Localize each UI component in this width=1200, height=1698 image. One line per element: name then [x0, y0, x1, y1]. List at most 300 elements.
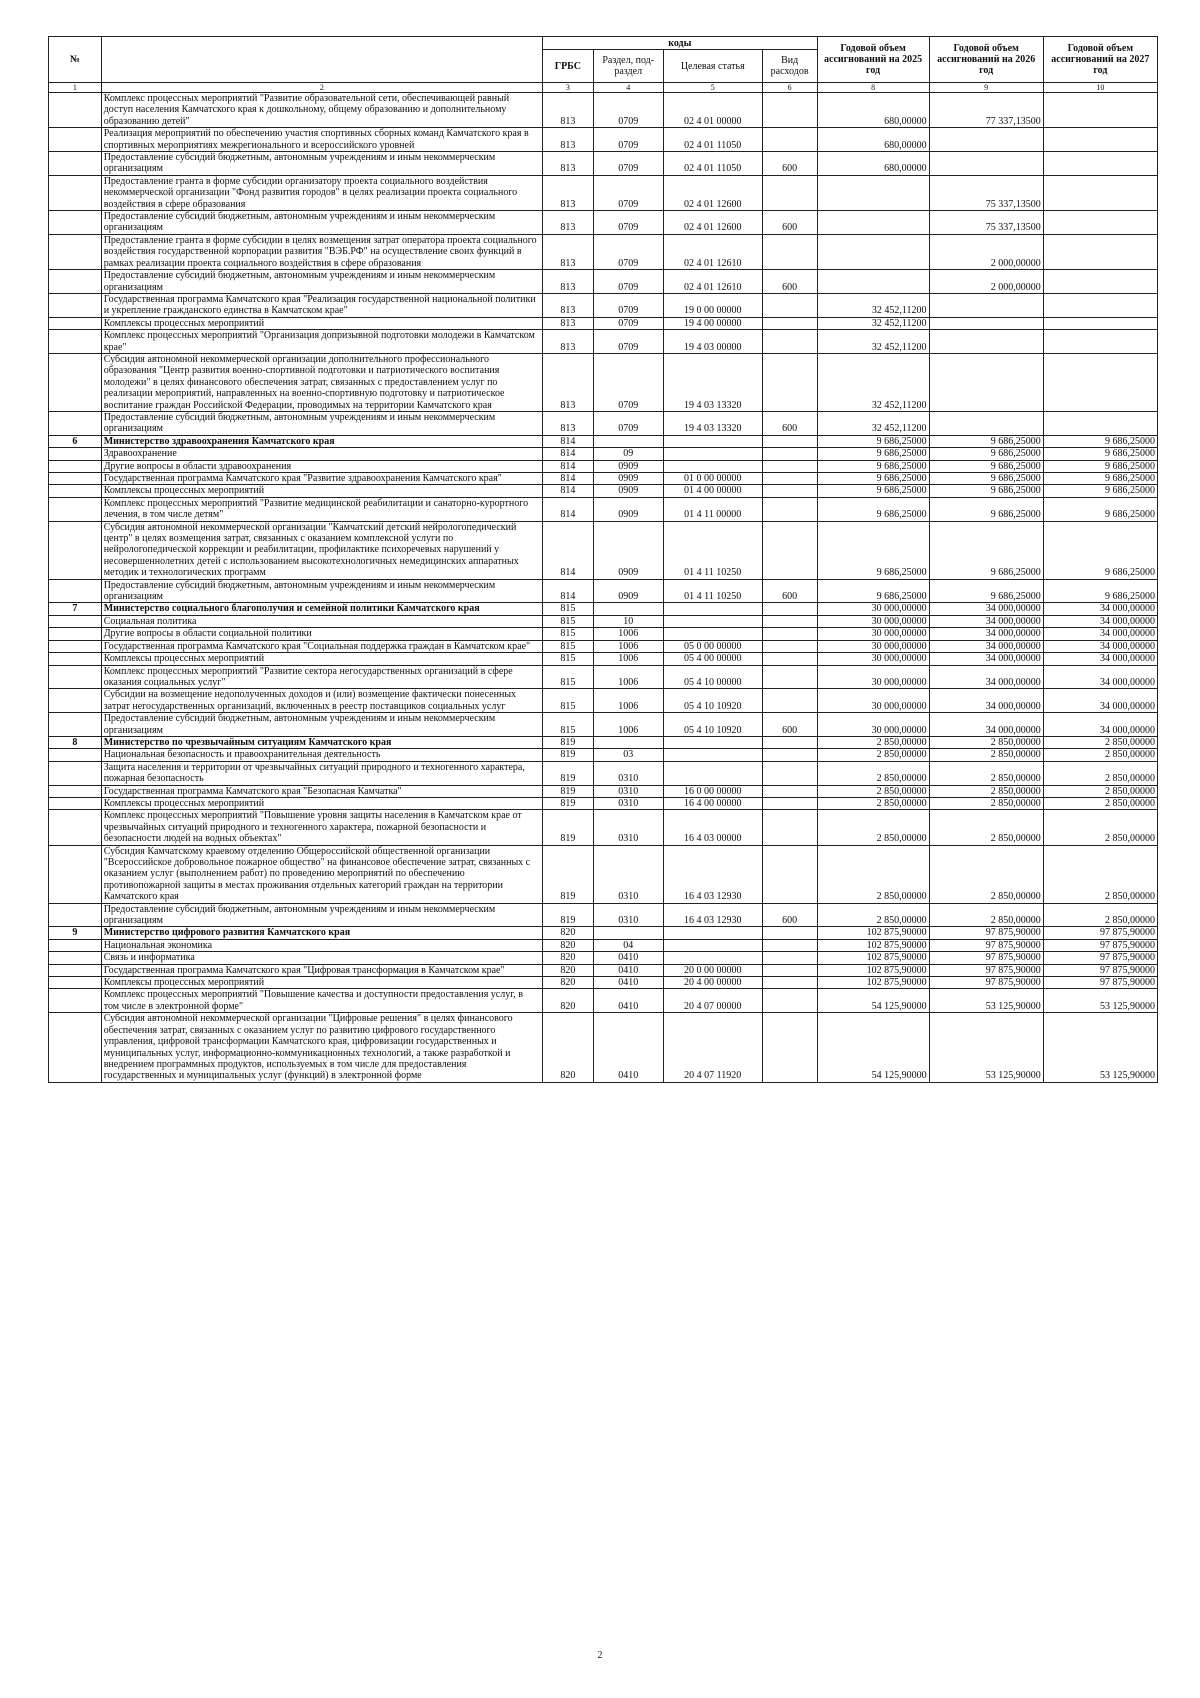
cell-grbs: 813: [543, 353, 594, 411]
row-number: [49, 152, 102, 176]
cell-target: [663, 460, 762, 472]
header-row-top: [49, 37, 1158, 50]
cell-vid: 600: [762, 579, 817, 603]
cell-amount-2027: 34 000,00000: [1043, 713, 1157, 737]
cell-razdel: 0709: [593, 317, 663, 329]
header-y2027: Годовой объем ассигнований на 2027 год: [1043, 37, 1157, 83]
cell-target: 05 0 00 00000: [663, 640, 762, 652]
cell-amount-2026: 9 686,25000: [929, 521, 1043, 579]
cell-amount-2025: 9 686,25000: [817, 460, 929, 472]
cell-razdel: 0709: [593, 211, 663, 235]
row-number: [49, 330, 102, 354]
cell-amount-2027: 9 686,25000: [1043, 497, 1157, 521]
row-number: [49, 749, 102, 761]
row-name: Предоставление субсидий бюджетным, автономным учреждениям и иным некоммерческим организациям: [101, 579, 542, 603]
table-row: [49, 989, 1158, 1013]
cell-target: 05 4 10 10920: [663, 713, 762, 737]
cell-amount-2026: 97 875,90000: [929, 927, 1043, 939]
cell-razdel: [593, 435, 663, 447]
cell-target: 02 4 01 11050: [663, 152, 762, 176]
table-row: [49, 952, 1158, 964]
cell-target: 02 4 01 12600: [663, 211, 762, 235]
cell-vid: [762, 473, 817, 485]
cell-target: 02 4 01 11050: [663, 128, 762, 152]
table-row: [49, 473, 1158, 485]
cell-amount-2026: 53 125,90000: [929, 1013, 1043, 1082]
cell-razdel: 0709: [593, 270, 663, 294]
cell-target: [663, 435, 762, 447]
cell-amount-2027: 9 686,25000: [1043, 521, 1157, 579]
cell-amount-2027: [1043, 128, 1157, 152]
row-number: [49, 952, 102, 964]
table-row: [49, 411, 1158, 435]
cell-amount-2027: 53 125,90000: [1043, 989, 1157, 1013]
budget-table-sheet: [48, 36, 1158, 1083]
cell-grbs: 815: [543, 665, 594, 689]
cell-target: 16 4 00 00000: [663, 797, 762, 809]
cell-razdel: 0310: [593, 810, 663, 845]
cell-amount-2027: [1043, 211, 1157, 235]
cell-razdel: 0709: [593, 293, 663, 317]
header-num: №: [49, 37, 102, 83]
cell-razdel: 0410: [593, 964, 663, 976]
cell-vid: [762, 234, 817, 269]
cell-amount-2027: 2 850,00000: [1043, 736, 1157, 748]
cell-amount-2027: 2 850,00000: [1043, 785, 1157, 797]
cell-amount-2026: 9 686,25000: [929, 435, 1043, 447]
cell-amount-2025: 9 686,25000: [817, 497, 929, 521]
row-name: Министерство здравоохранения Камчатского края: [101, 435, 542, 447]
cell-amount-2026: 34 000,00000: [929, 653, 1043, 665]
cell-razdel: 0909: [593, 579, 663, 603]
cell-vid: [762, 93, 817, 128]
cell-razdel: 0310: [593, 785, 663, 797]
cell-grbs: 813: [543, 270, 594, 294]
cell-amount-2027: 97 875,90000: [1043, 927, 1157, 939]
table-row: [49, 497, 1158, 521]
cell-amount-2026: 97 875,90000: [929, 977, 1043, 989]
cell-target: 19 4 03 13320: [663, 411, 762, 435]
cell-amount-2027: 34 000,00000: [1043, 689, 1157, 713]
cell-amount-2025: [817, 234, 929, 269]
row-number: [49, 989, 102, 1013]
cell-razdel: 0709: [593, 128, 663, 152]
row-number: [49, 473, 102, 485]
cell-amount-2027: 34 000,00000: [1043, 653, 1157, 665]
cell-amount-2026: 34 000,00000: [929, 640, 1043, 652]
cell-amount-2027: [1043, 93, 1157, 128]
row-name: Комплекс процессных мероприятий "Повышение уровня защиты населения в Камчатском крае от чрезвычайных ситуаций природного и техногенного характера, пожарной безопасности и безопасности людей на водных объектах": [101, 810, 542, 845]
header-razdel: Раздел, под-раздел: [593, 50, 663, 83]
cell-vid: [762, 615, 817, 627]
table-row: [49, 293, 1158, 317]
cell-grbs: 815: [543, 713, 594, 737]
cell-amount-2027: 9 686,25000: [1043, 448, 1157, 460]
row-number: [49, 797, 102, 809]
cell-vid: [762, 317, 817, 329]
cell-amount-2025: [817, 175, 929, 210]
row-number: [49, 689, 102, 713]
row-number: [49, 497, 102, 521]
cell-amount-2026: 34 000,00000: [929, 603, 1043, 615]
cell-amount-2026: 2 850,00000: [929, 736, 1043, 748]
row-name: Комплексы процессных мероприятий: [101, 485, 542, 497]
cell-grbs: 813: [543, 293, 594, 317]
cell-amount-2025: 680,00000: [817, 93, 929, 128]
table-row: [49, 628, 1158, 640]
row-number: [49, 293, 102, 317]
cell-target: [663, 736, 762, 748]
row-name: Государственная программа Камчатского края "Реализация государственной национальной политики и укрепление гражданского единства в Камчатском крае": [101, 293, 542, 317]
header-colnums: [49, 83, 1158, 93]
cell-amount-2027: 97 875,90000: [1043, 977, 1157, 989]
row-name: Предоставление субсидий бюджетным, автономным учреждениям и иным некоммерческим организациям: [101, 903, 542, 927]
cell-razdel: 1006: [593, 665, 663, 689]
cell-amount-2025: 2 850,00000: [817, 845, 929, 903]
cell-target: [663, 952, 762, 964]
table-row: [49, 152, 1158, 176]
cell-amount-2027: [1043, 353, 1157, 411]
header-target: Целевая статья: [663, 50, 762, 83]
cell-vid: [762, 330, 817, 354]
row-name: Предоставление субсидий бюджетным, автономным учреждениям и иным некоммерческим организациям: [101, 270, 542, 294]
cell-target: 16 4 03 12930: [663, 903, 762, 927]
cell-grbs: 813: [543, 317, 594, 329]
colnum: 8: [817, 83, 929, 93]
cell-vid: [762, 353, 817, 411]
cell-target: 19 4 00 00000: [663, 317, 762, 329]
colnum: 10: [1043, 83, 1157, 93]
colnum: 4: [593, 83, 663, 93]
cell-amount-2025: 102 875,90000: [817, 977, 929, 989]
table-row: [49, 175, 1158, 210]
cell-vid: [762, 485, 817, 497]
cell-razdel: 0410: [593, 1013, 663, 1082]
table-row: [49, 448, 1158, 460]
row-name: Министерство по чрезвычайным ситуациям Камчатского края: [101, 736, 542, 748]
cell-target: 01 4 11 10250: [663, 579, 762, 603]
cell-target: 16 4 03 00000: [663, 810, 762, 845]
cell-amount-2027: 9 686,25000: [1043, 485, 1157, 497]
row-name: Государственная программа Камчатского края "Цифровая трансформация в Камчатском крае": [101, 964, 542, 976]
cell-amount-2025: 30 000,00000: [817, 653, 929, 665]
cell-razdel: 0310: [593, 845, 663, 903]
cell-vid: [762, 845, 817, 903]
cell-target: 05 4 10 00000: [663, 665, 762, 689]
row-number: 9: [49, 927, 102, 939]
cell-razdel: 03: [593, 749, 663, 761]
cell-amount-2027: 97 875,90000: [1043, 964, 1157, 976]
page-number: 2: [597, 1650, 603, 1661]
row-name: Государственная программа Камчатского края "Социальная поддержка граждан в Камчатском крае": [101, 640, 542, 652]
cell-target: 20 4 00 00000: [663, 977, 762, 989]
cell-amount-2025: 30 000,00000: [817, 615, 929, 627]
cell-razdel: 1006: [593, 628, 663, 640]
cell-vid: 600: [762, 152, 817, 176]
cell-grbs: 819: [543, 810, 594, 845]
cell-grbs: 814: [543, 579, 594, 603]
row-number: [49, 761, 102, 785]
cell-target: 20 4 07 11920: [663, 1013, 762, 1082]
cell-grbs: 813: [543, 175, 594, 210]
cell-razdel: 10: [593, 615, 663, 627]
cell-razdel: 0709: [593, 234, 663, 269]
cell-razdel: 0709: [593, 93, 663, 128]
colnum: 6: [762, 83, 817, 93]
cell-vid: [762, 749, 817, 761]
row-name: Государственная программа Камчатского края "Развитие здравоохранения Камчатского края": [101, 473, 542, 485]
table-row: [49, 797, 1158, 809]
cell-amount-2025: 30 000,00000: [817, 713, 929, 737]
cell-grbs: 814: [543, 473, 594, 485]
row-name: Комплекс процессных мероприятий "Развитие образовательной сети, обеспечивающей равный доступ населения Камчатского края к дошкольному, общему образованию и дополнительному образованию детей": [101, 93, 542, 128]
cell-vid: [762, 736, 817, 748]
cell-vid: [762, 689, 817, 713]
cell-amount-2026: [929, 411, 1043, 435]
table-row: [49, 521, 1158, 579]
cell-vid: [762, 810, 817, 845]
cell-grbs: 813: [543, 330, 594, 354]
row-name: Другие вопросы в области социальной политики: [101, 628, 542, 640]
cell-vid: [762, 927, 817, 939]
row-number: [49, 270, 102, 294]
cell-vid: [762, 653, 817, 665]
cell-amount-2027: [1043, 293, 1157, 317]
row-name: Здравоохранение: [101, 448, 542, 460]
cell-amount-2025: 9 686,25000: [817, 473, 929, 485]
cell-vid: [762, 797, 817, 809]
cell-target: 02 4 01 12600: [663, 175, 762, 210]
cell-amount-2025: 30 000,00000: [817, 689, 929, 713]
cell-amount-2025: 30 000,00000: [817, 665, 929, 689]
cell-vid: [762, 175, 817, 210]
row-name: Субсидия автономной некоммерческой организации дополнительного профессионального образования "Центр развития военно-спортивной подготовки и патриотического воспитания молодежи" в целях финансового обеспечения затрат, связанных с предоставлением услуг по реализации мероприятий, направленных на военно-спортивную подготовку и патриотическое воспитание граждан Российской Федерации, проводимых на территории Камчатского края: [101, 353, 542, 411]
cell-amount-2025: 102 875,90000: [817, 964, 929, 976]
cell-amount-2026: 34 000,00000: [929, 713, 1043, 737]
cell-vid: [762, 435, 817, 447]
cell-amount-2026: 34 000,00000: [929, 628, 1043, 640]
row-number: [49, 93, 102, 128]
table-row: [49, 234, 1158, 269]
cell-amount-2026: 2 850,00000: [929, 845, 1043, 903]
cell-amount-2027: 34 000,00000: [1043, 665, 1157, 689]
row-name: Комплекс процессных мероприятий "Организация допризывной подготовки молодежи в Камчатском крае": [101, 330, 542, 354]
cell-target: 01 4 00 00000: [663, 485, 762, 497]
cell-target: [663, 448, 762, 460]
cell-amount-2027: 34 000,00000: [1043, 615, 1157, 627]
row-number: [49, 615, 102, 627]
cell-amount-2027: 2 850,00000: [1043, 810, 1157, 845]
table-row: [49, 653, 1158, 665]
cell-razdel: 1006: [593, 653, 663, 665]
row-number: [49, 211, 102, 235]
row-number: [49, 460, 102, 472]
row-number: [49, 640, 102, 652]
cell-razdel: 0709: [593, 411, 663, 435]
row-name: Министерство цифрового развития Камчатского края: [101, 927, 542, 939]
cell-vid: [762, 497, 817, 521]
cell-target: 16 4 03 12930: [663, 845, 762, 903]
cell-target: 16 0 00 00000: [663, 785, 762, 797]
cell-amount-2025: 9 686,25000: [817, 435, 929, 447]
cell-amount-2027: [1043, 317, 1157, 329]
table-row: [49, 785, 1158, 797]
cell-amount-2027: 97 875,90000: [1043, 952, 1157, 964]
cell-amount-2027: 9 686,25000: [1043, 460, 1157, 472]
table-row: [49, 353, 1158, 411]
cell-amount-2026: 75 337,13500: [929, 175, 1043, 210]
table-row: [49, 330, 1158, 354]
row-number: [49, 317, 102, 329]
cell-razdel: 0410: [593, 989, 663, 1013]
header-y2026: Годовой объем ассигнований на 2026 год: [929, 37, 1043, 83]
cell-vid: [762, 952, 817, 964]
cell-amount-2026: 75 337,13500: [929, 211, 1043, 235]
table-row: [49, 749, 1158, 761]
cell-amount-2027: 34 000,00000: [1043, 603, 1157, 615]
cell-amount-2025: 102 875,90000: [817, 927, 929, 939]
cell-amount-2025: 2 850,00000: [817, 785, 929, 797]
cell-amount-2025: 30 000,00000: [817, 603, 929, 615]
table-row: [49, 713, 1158, 737]
cell-target: 05 4 10 10920: [663, 689, 762, 713]
cell-grbs: 820: [543, 964, 594, 976]
cell-razdel: 0310: [593, 761, 663, 785]
row-number: [49, 485, 102, 497]
cell-amount-2027: [1043, 330, 1157, 354]
cell-vid: [762, 460, 817, 472]
table-row: [49, 603, 1158, 615]
row-number: [49, 353, 102, 411]
row-number: [49, 713, 102, 737]
cell-target: [663, 939, 762, 951]
row-name: Комплексы процессных мероприятий: [101, 977, 542, 989]
cell-razdel: 1006: [593, 640, 663, 652]
cell-vid: [762, 640, 817, 652]
cell-grbs: 815: [543, 628, 594, 640]
row-name: Министерство социального благополучия и семейной политики Камчатского края: [101, 603, 542, 615]
cell-vid: [762, 128, 817, 152]
row-number: [49, 579, 102, 603]
row-name: Предоставление субсидий бюджетным, автономным учреждениям и иным некоммерческим организациям: [101, 713, 542, 737]
cell-amount-2025: [817, 270, 929, 294]
cell-amount-2026: 53 125,90000: [929, 989, 1043, 1013]
cell-target: [663, 761, 762, 785]
colnum: 2: [101, 83, 542, 93]
row-name: Национальная экономика: [101, 939, 542, 951]
cell-razdel: 0909: [593, 460, 663, 472]
cell-grbs: 813: [543, 93, 594, 128]
table-row: [49, 460, 1158, 472]
cell-amount-2027: 2 850,00000: [1043, 845, 1157, 903]
cell-amount-2025: [817, 211, 929, 235]
cell-grbs: 820: [543, 952, 594, 964]
row-number: [49, 977, 102, 989]
cell-amount-2026: 2 850,00000: [929, 797, 1043, 809]
cell-vid: [762, 628, 817, 640]
row-number: [49, 665, 102, 689]
cell-amount-2026: 9 686,25000: [929, 579, 1043, 603]
cell-amount-2025: 9 686,25000: [817, 521, 929, 579]
cell-vid: 600: [762, 903, 817, 927]
cell-grbs: 813: [543, 234, 594, 269]
cell-amount-2026: 2 850,00000: [929, 761, 1043, 785]
cell-vid: [762, 785, 817, 797]
cell-amount-2027: 2 850,00000: [1043, 749, 1157, 761]
table-row: [49, 964, 1158, 976]
table-row: [49, 665, 1158, 689]
row-name: Субсидия автономной некоммерческой организации "Цифровые решения" в целях финансового обеспечения затрат, связанных с оказанием услуг по развитию цифрового государственного управления, цифровой трансформации Камчатского края, цифровизации государственных и муниципальных услуг, информационно-коммуникационных технологий, а также разработкой и внедрением программных продуктов, используемых в том числе для предоставления государственных и муниципальных услуг (функций) в электронной форме: [101, 1013, 542, 1082]
cell-target: [663, 603, 762, 615]
cell-target: 02 4 01 00000: [663, 93, 762, 128]
cell-razdel: 1006: [593, 689, 663, 713]
cell-grbs: 814: [543, 521, 594, 579]
cell-target: 01 0 00 00000: [663, 473, 762, 485]
table-row: [49, 810, 1158, 845]
cell-amount-2025: 680,00000: [817, 128, 929, 152]
cell-grbs: 820: [543, 989, 594, 1013]
cell-target: 19 0 00 00000: [663, 293, 762, 317]
cell-amount-2026: [929, 293, 1043, 317]
cell-amount-2027: [1043, 152, 1157, 176]
row-name: Связь и информатика: [101, 952, 542, 964]
cell-amount-2027: 2 850,00000: [1043, 761, 1157, 785]
cell-razdel: 09: [593, 448, 663, 460]
cell-grbs: 814: [543, 448, 594, 460]
cell-grbs: 819: [543, 845, 594, 903]
row-name: Субсидия автономной некоммерческой организации "Камчатский детский нейрологопедический центр" в целях возмещения затрат, связанных с оказанием комплексной услуги по нейрологопедической коррекции и реабилитации, профилактике психоречевых нарушений у несовершеннолетних детей с использованием высокотехнологичных немедицинских аппаратных методик и технологических программ: [101, 521, 542, 579]
cell-grbs: 815: [543, 689, 594, 713]
colnum: 5: [663, 83, 762, 93]
cell-grbs: 815: [543, 640, 594, 652]
cell-grbs: 814: [543, 460, 594, 472]
cell-grbs: 819: [543, 736, 594, 748]
cell-amount-2026: 34 000,00000: [929, 615, 1043, 627]
cell-vid: 600: [762, 270, 817, 294]
cell-razdel: 0410: [593, 952, 663, 964]
cell-grbs: 819: [543, 903, 594, 927]
cell-amount-2026: 77 337,13500: [929, 93, 1043, 128]
cell-amount-2026: 9 686,25000: [929, 473, 1043, 485]
row-number: [49, 1013, 102, 1082]
cell-target: 20 4 07 00000: [663, 989, 762, 1013]
cell-amount-2027: 9 686,25000: [1043, 579, 1157, 603]
cell-amount-2026: 2 850,00000: [929, 785, 1043, 797]
row-number: [49, 411, 102, 435]
row-name: Другие вопросы в области здравоохранения: [101, 460, 542, 472]
header-grbs: ГРБС: [543, 50, 594, 83]
cell-amount-2026: 9 686,25000: [929, 497, 1043, 521]
budget-allocation-table: [48, 36, 1158, 1083]
table-row: [49, 736, 1158, 748]
cell-razdel: 1006: [593, 713, 663, 737]
cell-razdel: [593, 927, 663, 939]
cell-razdel: [593, 603, 663, 615]
row-name: Предоставление гранта в форме субсидии в целях возмещения затрат оператора проекта социального воздействия государственной корпорации развития "ВЭБ.РФ" на осуществление своих функций в рамках реализации проекта социального воздействия в сфере образования: [101, 234, 542, 269]
cell-grbs: 820: [543, 977, 594, 989]
colnum: 9: [929, 83, 1043, 93]
cell-razdel: 0909: [593, 485, 663, 497]
cell-amount-2025: 102 875,90000: [817, 939, 929, 951]
row-name: Защита населения и территории от чрезвычайных ситуаций природного и техногенного характера, пожарная безопасность: [101, 761, 542, 785]
cell-grbs: 819: [543, 749, 594, 761]
row-name: Предоставление субсидий бюджетным, автономным учреждениям и иным некоммерческим организациям: [101, 211, 542, 235]
cell-target: 05 4 00 00000: [663, 653, 762, 665]
colnum: 1: [49, 83, 102, 93]
table-row: [49, 579, 1158, 603]
header-y2025: Годовой объем ассигнований на 2025 год: [817, 37, 929, 83]
table-row: [49, 689, 1158, 713]
